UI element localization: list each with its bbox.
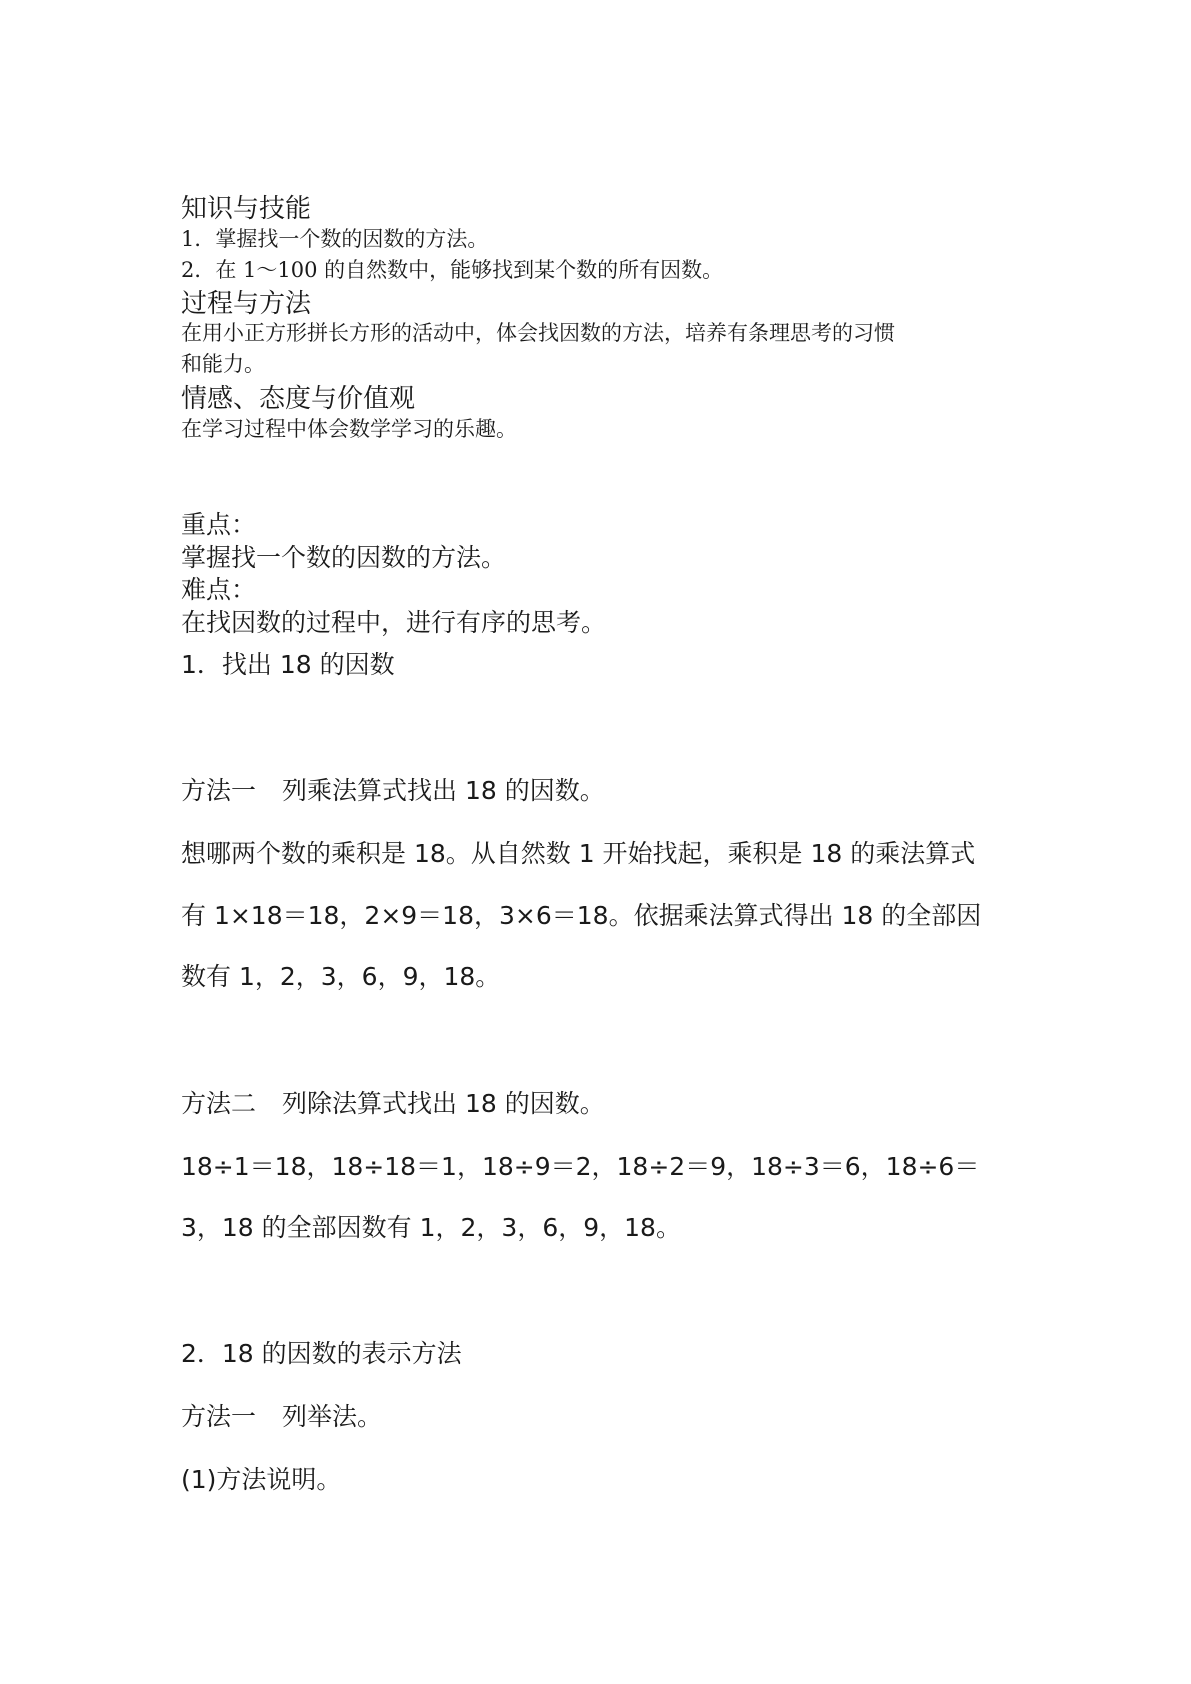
section-2-title: 2．18 的因数的表示方法 — [181, 1339, 462, 1368]
method-2-text-line-1: 18÷1＝18，18÷18＝1，18÷9＝2，18÷2＝9，18÷3＝6，18÷6＝ — [181, 1152, 980, 1181]
section-1-title: 1．找出 18 的因数 — [181, 650, 395, 679]
process-text-line-1: 在用小正方形拼长方形的活动中，体会找因数的方法，培养有条理思考的习惯 — [181, 321, 895, 345]
process-heading: 过程与方法 — [181, 289, 312, 319]
section-1-method-2-heading — [181, 1084, 605, 1120]
method-1-text-line-1: 想哪两个数的乘积是 18。从自然数 1 开始找起，乘积是 18 的乘法算式 — [181, 839, 976, 868]
section-2-method-1-name: 方法一 — [181, 1402, 257, 1431]
focus-label: 重点： — [181, 510, 257, 539]
knowledge-item-1: 1．掌握找一个数的因数的方法。 — [181, 227, 489, 251]
section-2-sub-1: (1)方法说明。 — [181, 1465, 342, 1494]
method-1-text-line-3: 数有 1，2，3，6，9，18。 — [181, 962, 501, 991]
knowledge-item-2: 2．在 1～100 的自然数中，能够找到某个数的所有因数。 — [181, 258, 724, 282]
difficulty-text: 在找因数的过程中，进行有序的思考。 — [181, 608, 607, 637]
method-2-name: 方法二 — [181, 1089, 257, 1118]
focus-text: 掌握找一个数的因数的方法。 — [181, 543, 507, 572]
method-1-text-line-2: 有 1×18＝18，2×9＝18，3×6＝18。依据乘法算式得出 18 的全部因 — [181, 901, 982, 930]
method-1-name: 方法一 — [181, 776, 257, 805]
difficulty-label: 难点： — [181, 575, 257, 604]
emotion-heading: 情感、态度与价值观 — [181, 384, 416, 414]
section-2-method-1-title: 列举法。 — [282, 1402, 383, 1431]
method-2-title: 列除法算式找出 18 的因数。 — [282, 1089, 605, 1118]
knowledge-heading: 知识与技能 — [181, 194, 312, 224]
process-text-line-2: 和能力。 — [181, 352, 265, 376]
section-1-method-1-heading — [181, 771, 605, 807]
section-2-method-1-heading — [181, 1397, 382, 1433]
emotion-text: 在学习过程中体会数学学习的乐趣。 — [181, 417, 517, 441]
method-1-title: 列乘法算式找出 18 的因数。 — [282, 776, 605, 805]
method-2-text-line-2: 3，18 的全部因数有 1，2，3，6，9，18。 — [181, 1213, 681, 1242]
